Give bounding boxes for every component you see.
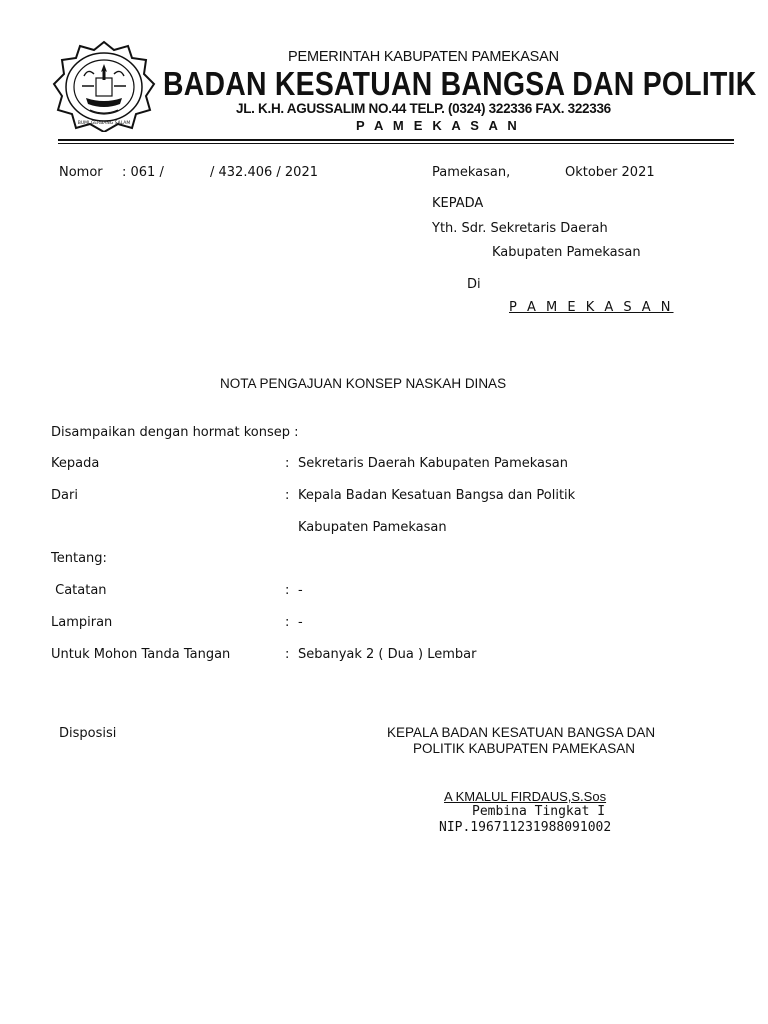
signer-position-line2: POLITIK KABUPATEN PAMEKASAN [413,741,636,756]
nomor-label: Nomor [59,165,103,180]
row-value-ttd: Sebanyak 2 ( Dua ) Lembar [298,647,477,662]
signer-nip: NIP.196711231988091002 [439,820,612,835]
disposisi-label: Disposisi [59,726,117,741]
agency-city: P A M E K A S A N [356,118,520,133]
nomor-code: / 432.406 / 2021 [210,165,318,180]
letterhead-rule-thick [58,139,734,141]
signer-rank: Pembina Tingkat I [472,804,606,819]
row-value-dari: Kepala Badan Kesatuan Bangsa dan Politik [298,488,576,503]
row-colon: : [285,583,290,598]
letterhead-rule-thin [58,143,734,144]
signer-name: A KMALUL FIRDAUS,S.Sos [444,789,607,804]
row-label-dari: Dari [51,488,78,503]
signer-position-line1: KEPALA BADAN KESATUAN BANGSA DAN [387,725,656,740]
row-label-lampiran: Lampiran [51,615,113,630]
body-intro: Disampaikan dengan hormat konsep : [51,425,299,440]
row-colon: : [285,647,290,662]
row-value-lampiran: - [298,615,303,630]
agency-address: JL. K.H. AGUSSALIM NO.44 TELP. (0324) 322336 FAX. 322336 [236,101,611,116]
document-title: NOTA PENGAJUAN KONSEP NASKAH DINAS [220,376,507,391]
logo-motto: BUMI GERBANG SALAM [77,121,131,126]
addressee-di: Di [467,277,481,292]
letter-date: Oktober 2021 [565,165,655,180]
agency-name: BADAN KESATUAN BANGSA DAN POLITIK [163,65,757,102]
addressee-city: P A M E K A S A N [509,300,674,315]
nomor-value: : 061 / [122,165,164,180]
addressee-line2: Kabupaten Pamekasan [492,245,641,260]
addressee-line1: Yth. Sdr. Sekretaris Daerah [432,221,608,236]
row-label-tentang: Tentang: [51,551,107,566]
addressee-kepada: KEPADA [432,196,484,211]
government-name: PEMERINTAH KABUPATEN PAMEKASAN [288,49,559,65]
row-colon: : [285,456,290,471]
row-value-kepada: Sekretaris Daerah Kabupaten Pamekasan [298,456,568,471]
row-value-catatan: - [298,583,303,598]
row-value-dari-cont: Kabupaten Pamekasan [298,520,447,535]
regency-logo [52,40,156,132]
row-label-ttd: Untuk Mohon Tanda Tangan [51,647,231,662]
row-colon: : [285,615,290,630]
row-label-catatan: Catatan [51,583,107,598]
row-label-kepada: Kepada [51,456,100,471]
row-colon: : [285,488,290,503]
letter-place: Pamekasan, [432,165,511,180]
